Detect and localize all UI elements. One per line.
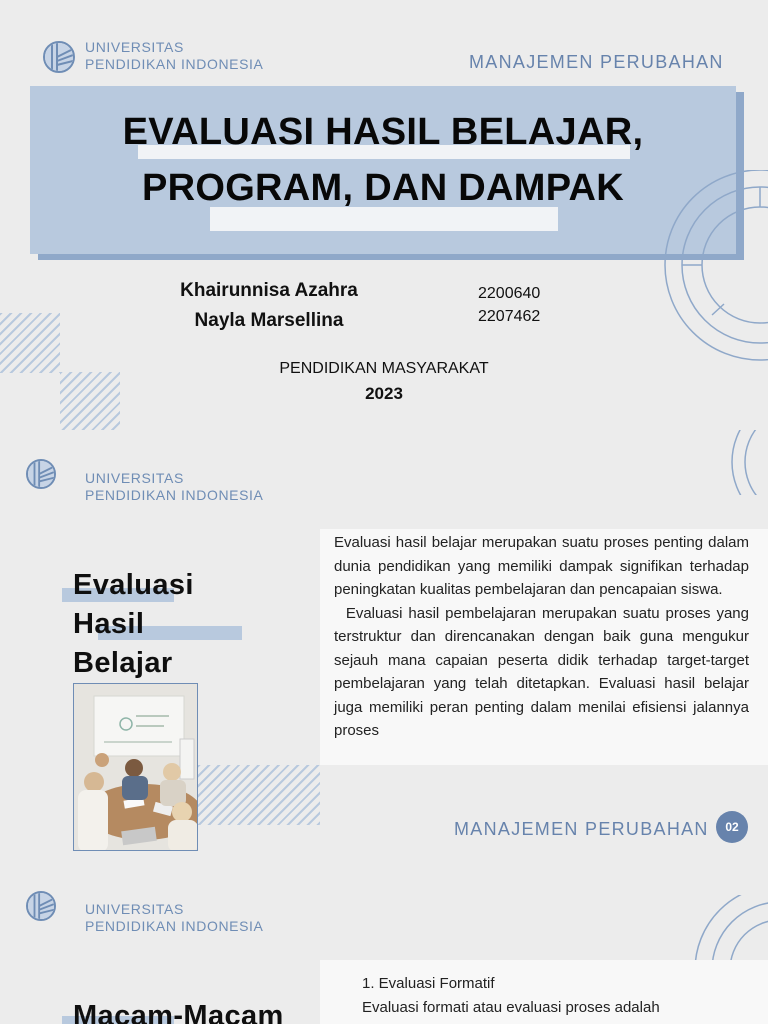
paragraph: Evaluasi hasil pembelajaran merupakan suatu proses yang terstruktur dan direncanakan dengan baik guna mengukur sejauh mana capaian peserta didik terhadap target-target pembelajaran yang telah ditetapkan. Evaluasi hasil belajar juga memiliki peran penting dalam menilai efisiensi jalannya proses <box>334 604 749 739</box>
page-title <box>30 104 736 216</box>
university-line1: UNIVERSITAS <box>85 39 184 55</box>
university-name <box>85 470 263 504</box>
university-name <box>85 901 263 935</box>
university-logo <box>26 459 56 489</box>
author-name: Nayla Marsellina <box>194 310 344 331</box>
decorative-circles <box>662 170 768 365</box>
study-program: PENDIDIKAN MASYARAKAT <box>279 360 489 377</box>
heading-line: Belajar <box>73 647 173 679</box>
photo-image <box>74 684 198 851</box>
course-name: MANAJEMEN PERUBAHAN <box>469 52 724 72</box>
title-line2: PROGRAM, DAN DAMPAK <box>141 167 625 209</box>
decorative-stripes <box>198 765 320 825</box>
paragraph-text <box>334 531 749 743</box>
university-line2: PENDIDIKAN INDONESIA <box>85 56 264 72</box>
author-nim: 2207462 <box>478 308 541 325</box>
author-nim: 2200640 <box>478 285 541 302</box>
author-name: Khairunnisa Azahra <box>180 280 358 301</box>
logo-icon <box>28 893 54 919</box>
title-line1: EVALUASI HASIL BELAJAR, <box>122 111 644 153</box>
paragraph: Evaluasi hasil belajar merupakan suatu proses penting dalam dunia pendidikan yang memiliki dampak signifikan terhadap peningkatan kualitas pembelajaran dan pencapaian siswa. <box>334 534 749 598</box>
paragraph: Evaluasi formati atau evaluasi proses adalah <box>362 998 660 1016</box>
heading-line: Hasil <box>73 608 145 640</box>
university-line2: PENDIDIKAN INDONESIA <box>85 487 264 503</box>
year: 2023 <box>365 384 403 403</box>
section-heading: Macam-Macam <box>73 1000 284 1024</box>
university-line1: UNIVERSITAS <box>85 901 184 917</box>
course-name: MANAJEMEN PERUBAHAN <box>454 819 709 839</box>
page-number-badge: 02 <box>716 811 748 843</box>
decorative-circles <box>730 430 768 495</box>
logo-icon <box>45 43 73 71</box>
meeting-photo <box>73 683 198 851</box>
heading-line: Evaluasi <box>73 569 194 601</box>
logo-icon <box>28 461 54 487</box>
list-item: 1. Evaluasi Formatif <box>362 975 495 992</box>
university-line1: UNIVERSITAS <box>85 470 184 486</box>
section-heading <box>73 566 194 683</box>
university-logo <box>43 41 75 73</box>
university-name <box>85 39 263 73</box>
university-logo <box>26 891 56 921</box>
university-line2: PENDIDIKAN INDONESIA <box>85 918 264 934</box>
paragraph-text <box>362 972 697 1019</box>
